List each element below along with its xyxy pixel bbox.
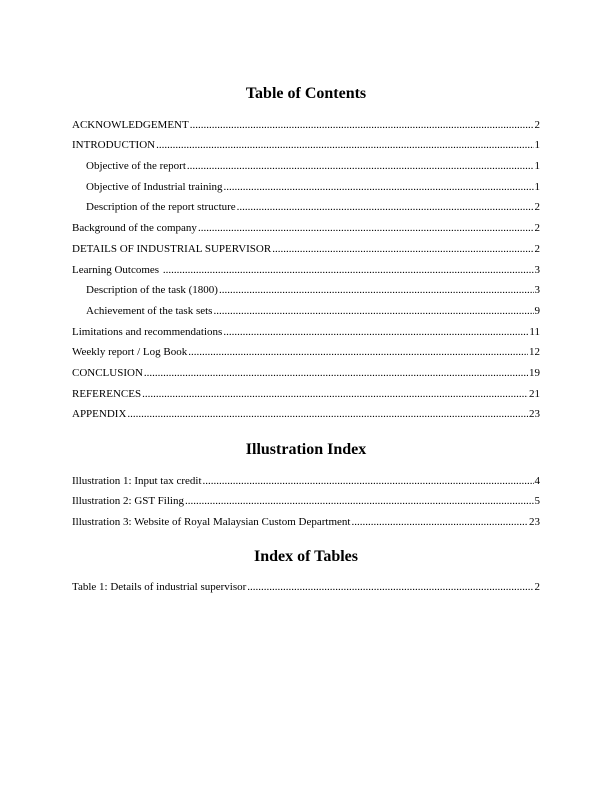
illustration-index-title: Illustration Index bbox=[245, 441, 367, 458]
toc-entry-references[interactable] bbox=[72, 382, 540, 403]
toc-entry-label: Weekly report / Log Book bbox=[72, 346, 188, 359]
dot-leader bbox=[190, 118, 534, 132]
toc-entry-task-achievement[interactable] bbox=[72, 299, 540, 320]
illustration-entry-label: Illustration 1: Input tax credit bbox=[72, 474, 202, 487]
toc-entry-page: 2 bbox=[534, 201, 540, 214]
dot-leader bbox=[163, 263, 534, 277]
toc-entry-page: 3 bbox=[534, 284, 540, 297]
toc-entry-label: CONCLUSION bbox=[72, 366, 143, 379]
toc-entry-page: 11 bbox=[529, 325, 540, 338]
toc-entry-acknowledgement[interactable] bbox=[72, 113, 540, 134]
toc-entry-objective-report[interactable] bbox=[72, 154, 540, 175]
toc-entry-report-structure[interactable] bbox=[72, 196, 540, 217]
dot-leader bbox=[144, 366, 528, 380]
illustration-entry-page: 4 bbox=[534, 474, 540, 487]
toc-entry-page: 19 bbox=[529, 366, 540, 379]
illustration-entry-2[interactable] bbox=[72, 490, 540, 511]
toc-entry-appendix[interactable] bbox=[72, 403, 540, 424]
illustration-entry-3[interactable] bbox=[72, 510, 540, 531]
toc-entry-conclusion[interactable] bbox=[72, 361, 540, 382]
tables-list bbox=[72, 575, 540, 596]
dot-leader bbox=[223, 325, 528, 339]
dot-leader bbox=[188, 345, 528, 359]
toc-entry-objective-training[interactable] bbox=[72, 175, 540, 196]
dot-leader bbox=[127, 407, 528, 421]
toc-entry-label: Objective of Industrial training bbox=[86, 180, 223, 193]
toc-entry-limitations[interactable] bbox=[72, 320, 540, 341]
illustration-entry-page: 5 bbox=[534, 495, 540, 508]
table-entry-label: Table 1: Details of industrial supervisor bbox=[72, 580, 247, 593]
tables-index-title: Index of Tables bbox=[253, 548, 359, 565]
illustration-entry-page: 23 bbox=[529, 516, 540, 529]
toc-entry-introduction[interactable] bbox=[72, 134, 540, 155]
toc-entry-page: 1 bbox=[534, 160, 540, 173]
table-entry-page: 2 bbox=[534, 580, 540, 593]
toc-entry-label: REFERENCES bbox=[72, 387, 142, 400]
toc-entry-page: 2 bbox=[534, 118, 540, 131]
dot-leader bbox=[187, 159, 534, 173]
dot-leader bbox=[185, 494, 534, 508]
toc-entry-label: APPENDIX bbox=[72, 408, 127, 421]
illustration-entry-1[interactable] bbox=[72, 469, 540, 490]
toc-list bbox=[72, 113, 540, 423]
toc-entry-label: Limitations and recommendations bbox=[72, 325, 223, 338]
dot-leader bbox=[198, 221, 534, 235]
toc-entry-page: 2 bbox=[534, 222, 540, 235]
illustration-entry-label: Illustration 3: Website of Royal Malaysian Custom Department bbox=[72, 516, 351, 529]
dot-leader bbox=[142, 387, 528, 401]
toc-entry-page: 3 bbox=[534, 263, 540, 276]
dot-leader bbox=[237, 200, 534, 214]
dot-leader bbox=[203, 474, 534, 488]
toc-entry-page: 21 bbox=[529, 387, 540, 400]
dot-leader bbox=[213, 304, 533, 318]
table-entry-1[interactable] bbox=[72, 575, 540, 596]
dot-leader bbox=[351, 515, 528, 529]
toc-entry-supervisor[interactable] bbox=[72, 237, 540, 258]
toc-entry-label: ACKNOWLEDGEMENT bbox=[72, 118, 189, 131]
toc-entry-page: 1 bbox=[534, 180, 540, 193]
toc-entry-weekly-report[interactable] bbox=[72, 341, 540, 362]
toc-entry-page: 9 bbox=[534, 304, 540, 317]
toc-entry-label: Objective of the report bbox=[86, 160, 186, 173]
toc-entry-label: Background of the company bbox=[72, 222, 197, 235]
toc-entry-label: Description of the task (1800) bbox=[86, 284, 218, 297]
illustration-list bbox=[72, 469, 540, 531]
dot-leader bbox=[272, 242, 533, 256]
toc-entry-label: Achievement of the task sets bbox=[86, 304, 213, 317]
toc-entry-learning-outcomes[interactable] bbox=[72, 258, 540, 279]
toc-entry-label: INTRODUCTION bbox=[72, 139, 156, 152]
toc-entry-label: Learning Outcomes bbox=[72, 263, 162, 276]
toc-entry-label: Description of the report structure bbox=[86, 201, 236, 214]
toc-entry-task-description[interactable] bbox=[72, 279, 540, 300]
toc-entry-page: 1 bbox=[534, 139, 540, 152]
dot-leader bbox=[224, 180, 534, 194]
dot-leader bbox=[247, 580, 533, 594]
toc-entry-label: DETAILS OF INDUSTRIAL SUPERVISOR bbox=[72, 242, 272, 255]
dot-leader bbox=[156, 138, 533, 152]
toc-entry-page: 2 bbox=[534, 242, 540, 255]
dot-leader bbox=[219, 283, 534, 297]
toc-entry-background[interactable] bbox=[72, 216, 540, 237]
toc-title: Table of Contents bbox=[245, 85, 367, 102]
illustration-entry-label: Illustration 2: GST Filing bbox=[72, 495, 184, 508]
toc-entry-page: 23 bbox=[529, 408, 540, 421]
toc-entry-page: 12 bbox=[529, 346, 540, 359]
